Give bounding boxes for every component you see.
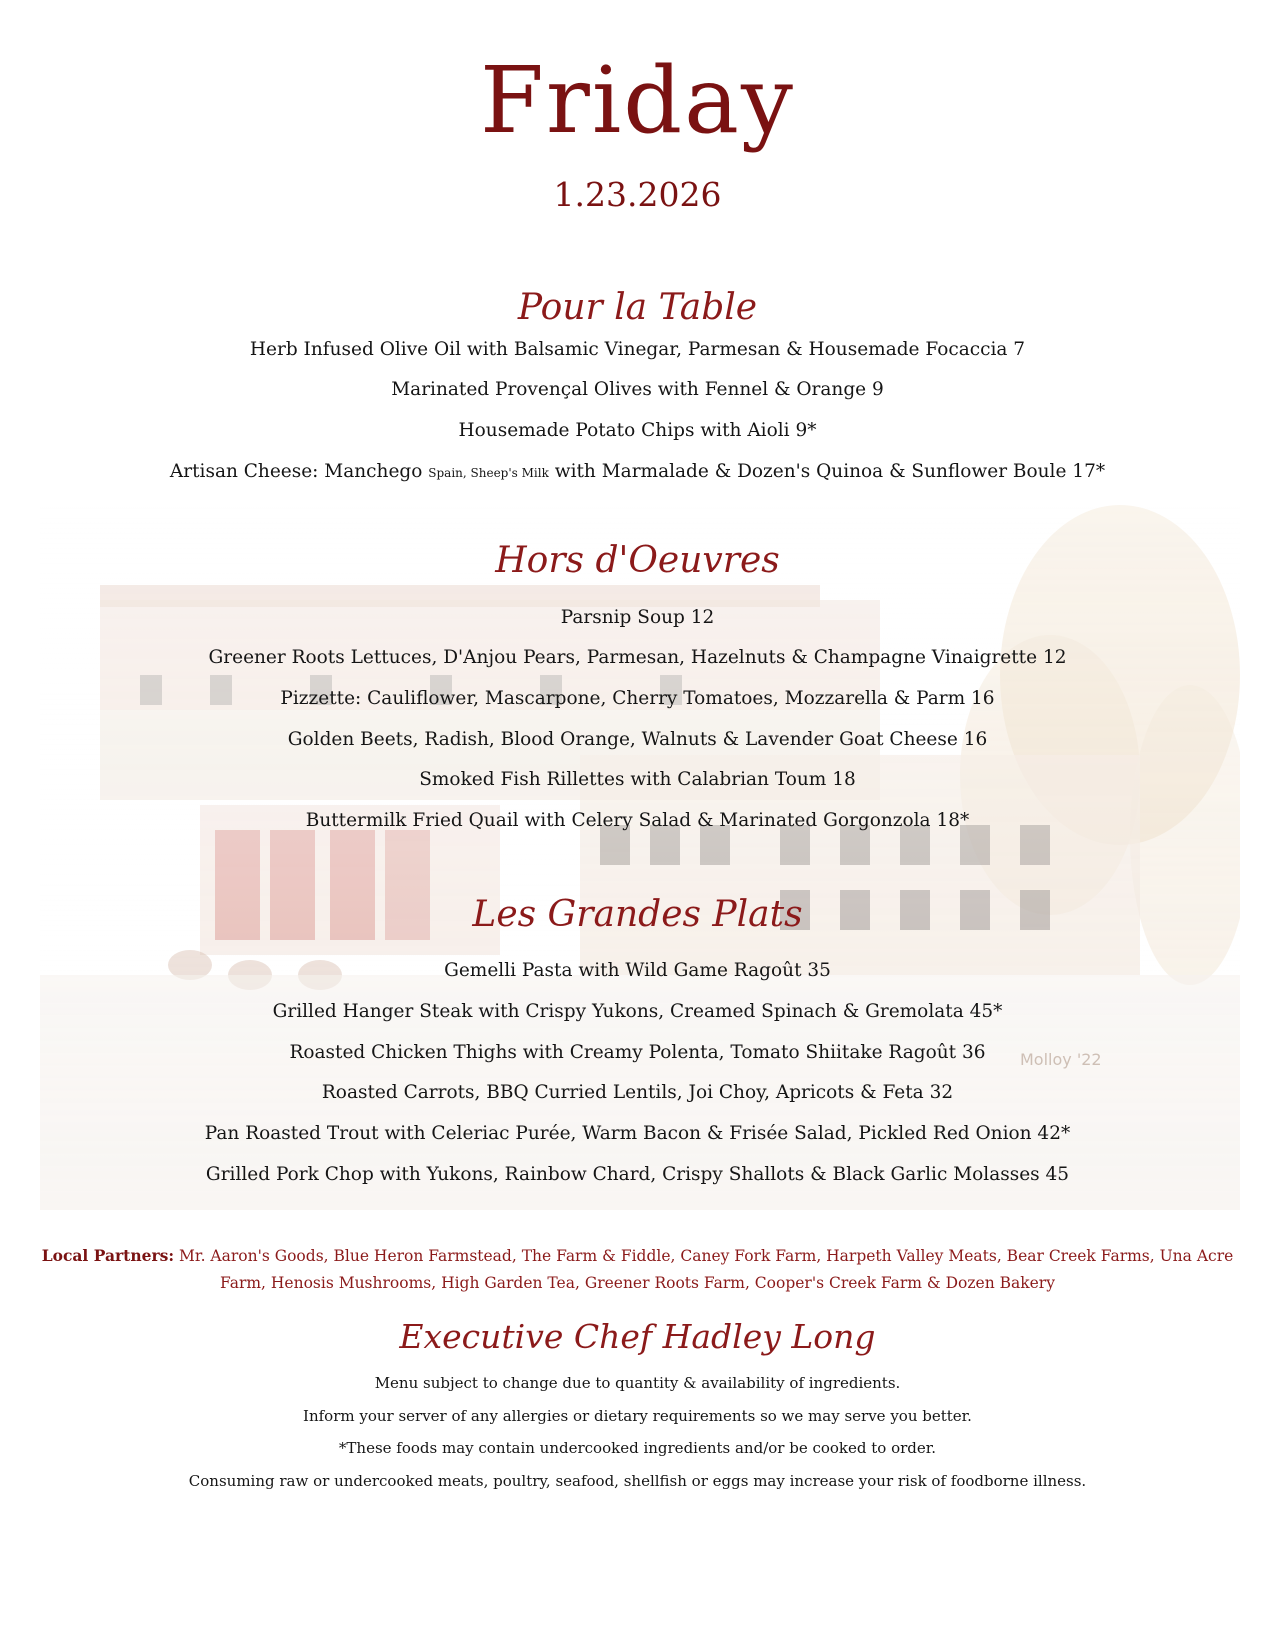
- menu-item: Smoked Fish Rillettes with Calabrian Toum 18: [419, 769, 856, 790]
- menu-item: Roasted Carrots, BBQ Curried Lentils, Joi Choy, Apricots & Feta 32: [321, 1082, 954, 1103]
- menu-note: Menu subject to change due to quantity & availability of ingredients.: [374, 1374, 901, 1392]
- executive-chef-heading: Executive Chef Hadley Long: [399, 1317, 876, 1356]
- menu-item: Parsnip Soup 12: [560, 607, 715, 628]
- menu-item: Pizzette: Cauliflower, Mascarpone, Cherry Tomatoes, Mozzarella & Parm 16: [280, 688, 995, 709]
- menu-item: Grilled Hanger Steak with Crispy Yukons, Creamed Spinach & Gremolata 45*: [272, 1001, 1003, 1022]
- menu-item: Marinated Provençal Olives with Fennel & Orange 9: [391, 379, 884, 400]
- cheese-text: Artisan Cheese: Manchego: [169, 461, 429, 482]
- menu-item: Pan Roasted Trout with Celeriac Purée, Warm Bacon & Frisée Salad, Pickled Red Onion 42*: [204, 1123, 1071, 1144]
- artist-signature: Molloy '22: [1020, 1050, 1102, 1069]
- menu-item: Buttermilk Fried Quail with Celery Salad & Marinated Gorgonzola 18*: [305, 810, 970, 831]
- menu-note: Consuming raw or undercooked meats, poultry, seafood, shellfish or eggs may increase your risk of foodborne illness.: [188, 1472, 1087, 1490]
- menu-item: Herb Infused Olive Oil with Balsamic Vinegar, Parmesan & Housemade Focaccia 7: [249, 339, 1026, 360]
- section-heading-hors-doeuvres: Hors d'Oeuvres: [495, 540, 780, 581]
- menu-date: 1.23.2026: [553, 175, 722, 214]
- local-partners: [30, 1242, 1245, 1297]
- local-partners-label: Local Partners:: [41, 1246, 175, 1265]
- menu-note: *These foods may contain undercooked ingredients and/or be cooked to order.: [338, 1439, 937, 1457]
- cheese-origin-note: Spain, Sheep's Milk: [428, 466, 549, 480]
- menu-item: Golden Beets, Radish, Blood Orange, Walnuts & Lavender Goat Cheese 16: [287, 729, 988, 750]
- menu-item: Gemelli Pasta with Wild Game Ragoût 35: [444, 960, 831, 981]
- section-heading-les-grandes-plats: Les Grandes Plats: [472, 894, 803, 935]
- local-partners-list: Mr. Aaron's Goods, Blue Heron Farmstead, The Farm & Fiddle, Caney Fork Farm, Harpeth Valley Meats, Bear Creek Farms, Una Acre Farm, Henosis Mushrooms, High Garden Tea, Greener Roots Farm, Cooper's Creek Farm & Dozen Bakery: [174, 1247, 1234, 1292]
- menu-item: Grilled Pork Chop with Yukons, Rainbow Chard, Crispy Shallots & Black Garlic Molasses 45: [205, 1164, 1070, 1185]
- menu-item-artisan-cheese: [0, 463, 1275, 482]
- section-heading-pour-la-table: Pour la Table: [517, 287, 758, 328]
- menu-note: Inform your server of any allergies or dietary requirements so we may serve you better.: [303, 1407, 972, 1425]
- menu-item: Greener Roots Lettuces, D'Anjou Pears, Parmesan, Hazelnuts & Champagne Vinaigrette 12: [208, 647, 1067, 668]
- menu-item: Housemade Potato Chips with Aioli 9*: [458, 420, 817, 441]
- menu-day-title: Friday: [480, 47, 795, 154]
- menu-item: Roasted Chicken Thighs with Creamy Polenta, Tomato Shiitake Ragoût 36: [289, 1042, 986, 1063]
- cheese-text-after: with Marmalade & Dozen's Quinoa & Sunflower Boule 17*: [548, 461, 1106, 482]
